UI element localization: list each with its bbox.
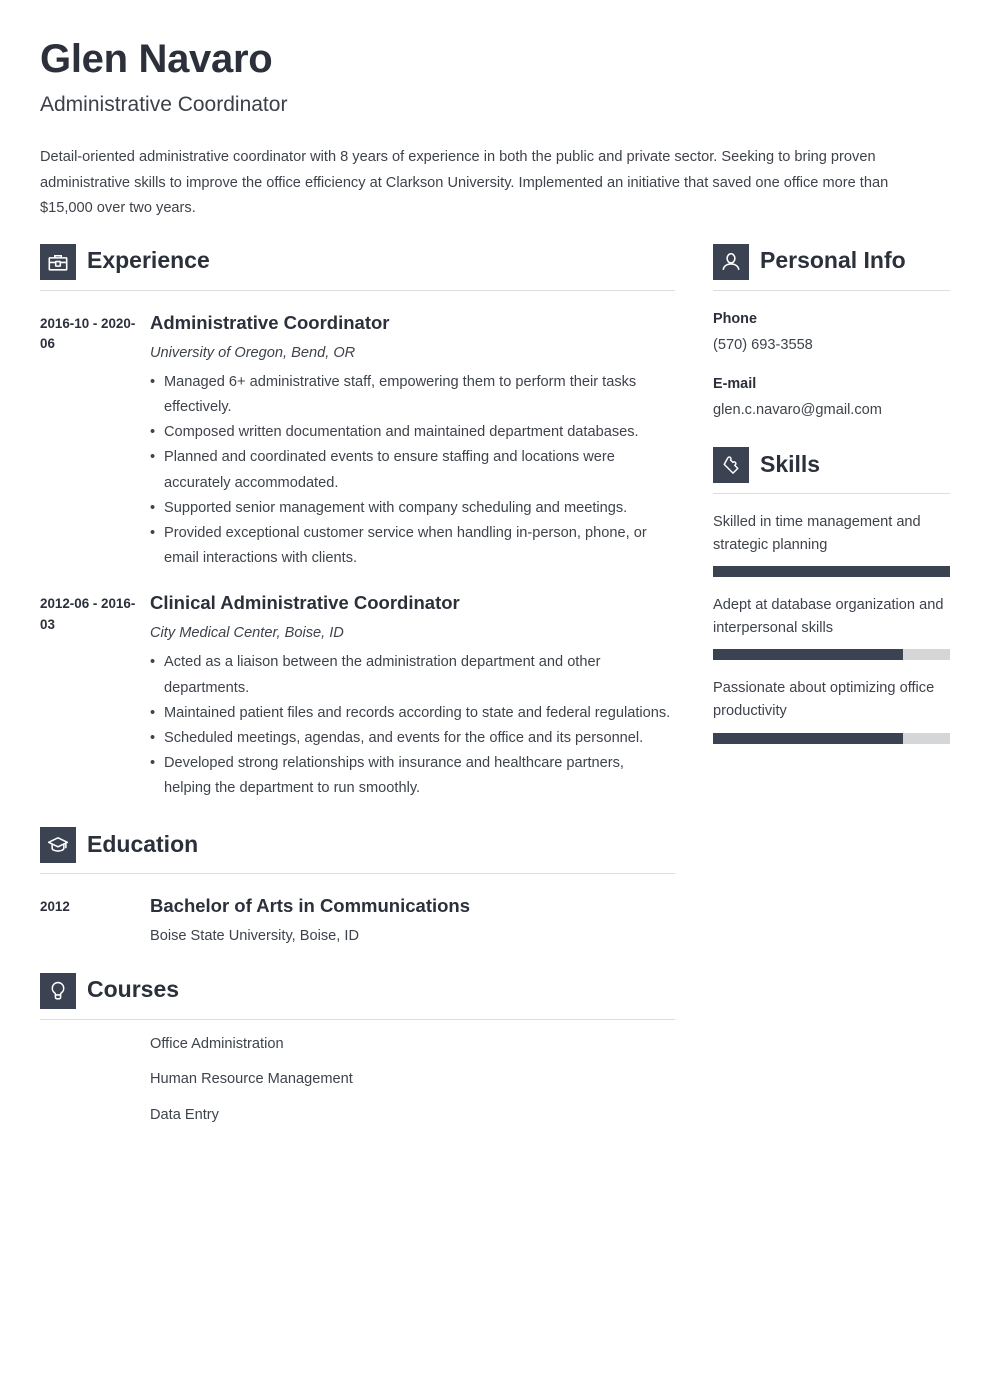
bullet-item: • Acted as a liaison between the administration department and other departments.	[150, 650, 675, 700]
skill-level-fill	[713, 649, 903, 660]
contact-label: Phone	[713, 310, 757, 327]
entry-content	[150, 894, 675, 947]
bullet-item: • Maintained patient files and records according to state and federal regulations.	[150, 701, 675, 726]
contact-value[interactable]: glen.c.navaro@gmail.com	[713, 402, 882, 419]
section-title: Education	[87, 830, 199, 857]
person-icon	[713, 244, 749, 280]
entry-bullet-list	[150, 370, 675, 571]
section-title: Skills	[760, 450, 821, 477]
course-name: Human Resource Management	[150, 1071, 353, 1088]
section-divider	[40, 873, 675, 874]
experience-heading	[40, 244, 675, 280]
entry-subtitle: Boise State University, Boise, ID	[150, 928, 359, 945]
entry-title: Bachelor of Arts in Communications	[150, 895, 471, 917]
lightbulb-icon	[40, 973, 76, 1009]
section-personal-info	[713, 244, 950, 422]
sidebar-column	[713, 244, 950, 744]
section-divider	[40, 1019, 675, 1020]
entry-date: 2012	[40, 899, 70, 915]
section-title: Experience	[87, 247, 210, 274]
skill-level-bar	[713, 733, 950, 744]
briefcase-icon	[40, 244, 76, 280]
contact-value[interactable]: (570) 693-3558	[713, 336, 813, 353]
bullet-item: • Supported senior management with company scheduling and meetings.	[150, 496, 675, 521]
section-education	[40, 827, 675, 947]
entry-title: Administrative Coordinator	[150, 311, 390, 333]
course-name: Data Entry	[150, 1107, 219, 1124]
contact-phone	[713, 309, 950, 356]
entry-date: 2012-06 - 2016-03	[40, 595, 136, 632]
entry-subtitle: City Medical Center, Boise, ID	[150, 625, 344, 642]
skills-heading	[713, 447, 950, 483]
course-item	[40, 1034, 675, 1056]
personal-info-heading	[713, 244, 950, 280]
skill-level-bar	[713, 649, 950, 660]
bullet-item: • Planned and coordinated events to ensure staffing and locations were accurately accommodated.	[150, 445, 675, 495]
bullet-item: • Developed strong relationships with insurance and healthcare partners, helping the department to run smoothly.	[150, 751, 675, 801]
courses-heading	[40, 973, 675, 1009]
skill-level-fill	[713, 566, 950, 577]
candidate-name: Glen Navaro	[40, 37, 273, 81]
section-skills	[713, 447, 950, 743]
skill-level-fill	[713, 733, 903, 744]
skill-item	[713, 677, 950, 743]
section-divider	[713, 290, 950, 291]
section-title: Personal Info	[760, 247, 906, 274]
resume-header	[0, 0, 990, 222]
skill-name: Skilled in time management and strategic planning	[713, 514, 921, 554]
course-item	[40, 1069, 675, 1091]
skill-item	[713, 511, 950, 577]
entry-bullet-list	[150, 650, 675, 801]
experience-entry	[40, 591, 675, 801]
contact-email	[713, 374, 950, 421]
section-title: Courses	[87, 976, 180, 1003]
resume-body	[0, 244, 990, 1128]
graduation-cap-icon	[40, 827, 76, 863]
skill-item	[713, 594, 950, 660]
education-heading	[40, 827, 675, 863]
entry-content	[150, 311, 675, 571]
course-item	[40, 1105, 675, 1127]
bullet-item: • Composed written documentation and maintained department databases.	[150, 420, 675, 445]
education-entry	[40, 894, 675, 947]
professional-summary: Detail-oriented administrative coordinator with 8 years of experience in both the public and private sector. Seeking to bring proven administrative skills to improve the office efficiency at Clarkson University. Implemented an initiative that saved one office more than $15,000 over two years.	[40, 149, 889, 217]
bullet-item: • Scheduled meetings, agendas, and events for the office and its personnel.	[150, 726, 675, 751]
main-column	[40, 244, 675, 1128]
experience-entry	[40, 311, 675, 571]
section-divider	[40, 290, 675, 291]
puzzle-piece-icon	[713, 447, 749, 483]
skill-name: Adept at database organization and interpersonal skills	[713, 597, 944, 637]
entry-title: Clinical Administrative Coordinator	[150, 591, 460, 613]
skill-name: Passionate about optimizing office productivity	[713, 680, 935, 720]
section-divider	[713, 493, 950, 494]
bullet-item: • Managed 6+ administrative staff, empowering them to perform their tasks effectively.	[150, 370, 675, 420]
entry-subtitle: University of Oregon, Bend, OR	[150, 344, 356, 361]
skill-level-bar	[713, 566, 950, 577]
section-courses	[40, 973, 675, 1128]
entry-date: 2016-10 - 2020-06	[40, 315, 136, 352]
bullet-item: • Provided exceptional customer service when handling in-person, phone, or email interactions with clients.	[150, 521, 675, 571]
contact-label: E-mail	[713, 375, 757, 392]
section-experience	[40, 244, 675, 801]
candidate-job-title: Administrative Coordinator	[40, 93, 288, 117]
course-name: Office Administration	[150, 1035, 284, 1052]
entry-content	[150, 591, 675, 801]
